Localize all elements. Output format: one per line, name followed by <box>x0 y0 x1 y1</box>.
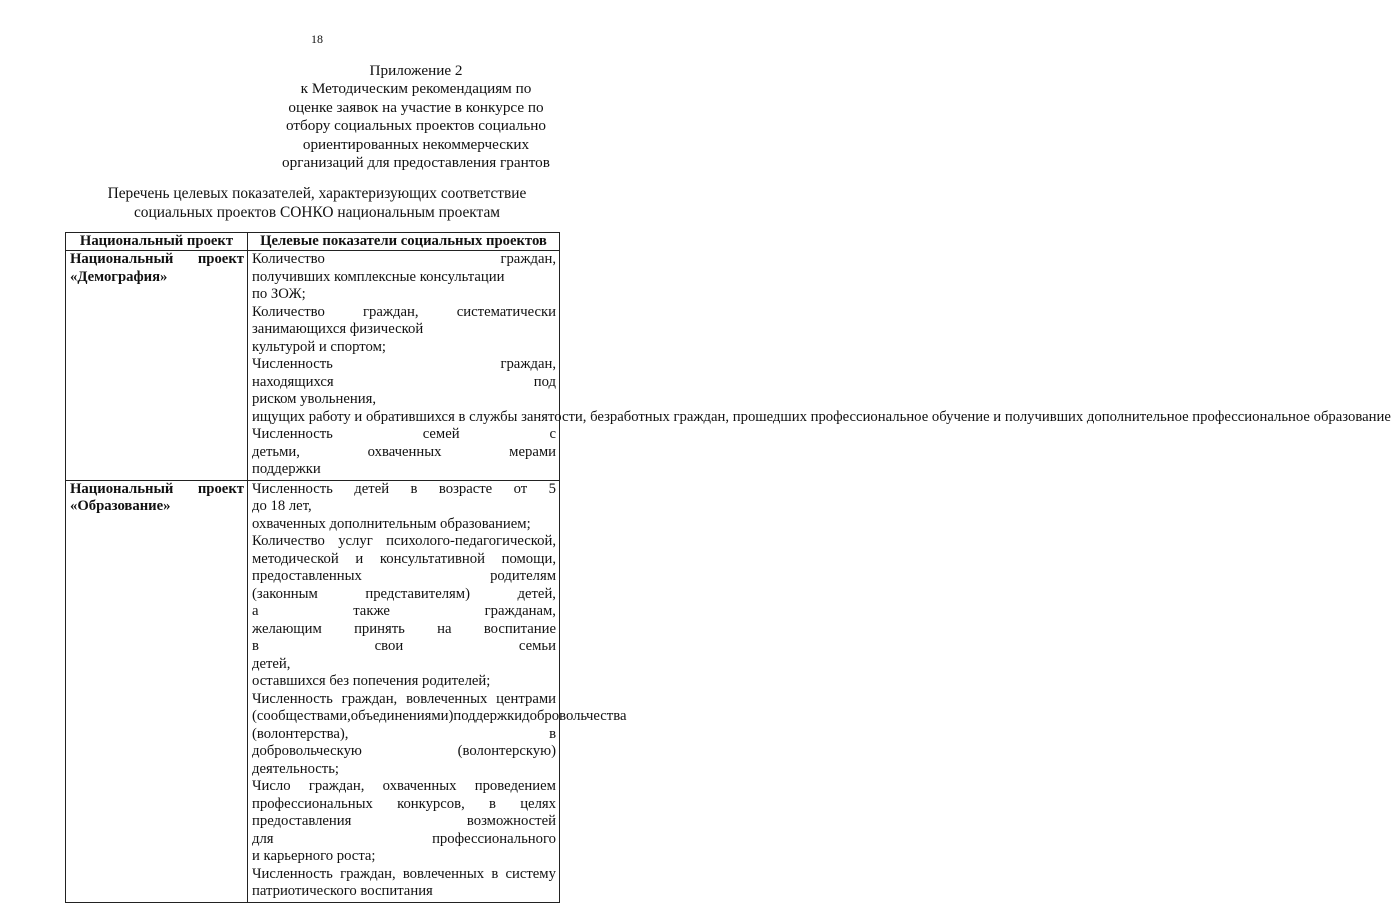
text-line: детьми, охваченных мерами <box>252 443 556 460</box>
indicator-item: Численность граждан, находящихся под риском увольнения, ищущих работу и обратившихся в службы занятости, безработных граждан, прошедших профессиональное обучение и получивших дополнительное профессиональное образование <box>252 356 1391 425</box>
text-line: Число граждан, охваченных проведением <box>252 778 556 794</box>
appendix-line: ориентированных некоммерческих <box>302 135 530 153</box>
text-line: детей, <box>252 655 291 672</box>
project-cell <box>66 251 248 481</box>
text-line: находящихся под <box>252 373 556 390</box>
text-line: (сообществами, объединениями) поддержки добровольчества <box>252 708 627 724</box>
text-line: предоставленных родителям <box>252 568 556 584</box>
appendix-line: Приложение 2 <box>369 62 463 79</box>
list-title <box>60 184 574 222</box>
indicator-item: Количество граждан, систематически занимающихся физической культурой и спортом; <box>252 303 556 355</box>
text-line: Численность граждан, <box>252 356 556 372</box>
appendix-line: организаций для предоставления грантов <box>282 154 550 172</box>
appendix-header <box>268 62 564 172</box>
text-line: а также гражданам, <box>252 603 556 619</box>
project-line-1: Национальный проект <box>70 480 244 497</box>
appendix-line: отбору социальных проектов социально <box>286 117 546 135</box>
project-cell <box>66 480 248 902</box>
text-line: для профессионального <box>252 830 556 847</box>
text-line: методической и консультативной помощи, <box>252 550 556 567</box>
project-line-1: Национальный проект <box>70 251 244 267</box>
text-line: предоставления возможностей <box>252 813 556 829</box>
text-line: Численность граждан, вовлеченных в систему <box>252 865 556 882</box>
project-name: «Образование» <box>70 498 171 514</box>
text-line: риском увольнения, <box>252 391 377 407</box>
indicator-item: Количество граждан, получивших комплексные консультации по ЗОЖ; <box>252 251 556 302</box>
appendix-line: оценке заявок на участие в конкурсе по <box>288 98 544 116</box>
table-header-row <box>66 233 560 251</box>
text-line: Количество граждан, <box>252 251 556 267</box>
text-line: и карьерного роста; <box>252 848 376 864</box>
indicators-cell <box>248 251 1391 481</box>
text-line: (волонтерства), в <box>252 725 556 742</box>
indicators-cell <box>248 480 627 902</box>
text-line: Численность детей в возрасте от 5 <box>252 480 556 497</box>
text-line: патриотического воспитания <box>252 883 433 899</box>
table-row <box>66 480 560 902</box>
text-line: занимающихся физической <box>252 321 424 337</box>
indicator-item <box>252 690 627 779</box>
text-line: Количество услуг психолого-педагогической, <box>252 533 556 549</box>
text-line: получивших комплексные консультации <box>252 268 505 285</box>
table-row <box>66 251 560 481</box>
text-line: Количество граждан, систематически <box>252 303 556 320</box>
text-line: желающим принять на воспитание <box>252 620 556 637</box>
text-line: (законным представителям) детей, <box>252 585 556 602</box>
list-title-line: Перечень целевых показателей, характеризующих соответствие <box>107 185 527 202</box>
indicator-item <box>252 778 556 866</box>
indicators-table <box>65 232 1391 903</box>
page-number: 18 <box>311 32 323 46</box>
indicator-item: Количество услуг психолого-педагогической, методической и консультативной помощи, предоставленных родителям (законным представителям) детей, а также гражданам, желающим принять на воспитание в свои семьи детей, оставшихся без попечения родителей; <box>252 533 556 689</box>
column-header-project: Национальный проект <box>66 233 248 251</box>
text-line: профессиональных конкурсов, в целях <box>252 795 556 812</box>
text-line: поддержки <box>252 461 321 477</box>
indicator-item <box>252 426 556 479</box>
text-line: добровольческую (волонтерскую) <box>252 743 556 759</box>
indicator-item <box>252 866 556 901</box>
appendix-line: к Методическим рекомендациям по <box>300 80 532 98</box>
text-line: Численность граждан, вовлеченных центрами <box>252 690 556 707</box>
project-name: «Демография» <box>70 268 168 285</box>
list-title-line: социальных проектов СОНКО национальным проектам <box>133 204 501 221</box>
text-line: деятельность; <box>252 760 339 777</box>
text-line: до 18 лет, <box>252 498 312 514</box>
text-line: в свои семьи <box>252 638 556 654</box>
indicator-item: Численность детей в возрасте от 5 до 18 лет, охваченных дополнительным образованием; <box>252 480 556 532</box>
text-line: Численность семей с <box>252 426 556 442</box>
column-header-indicators: Целевые показатели социальных проектов <box>248 233 560 251</box>
